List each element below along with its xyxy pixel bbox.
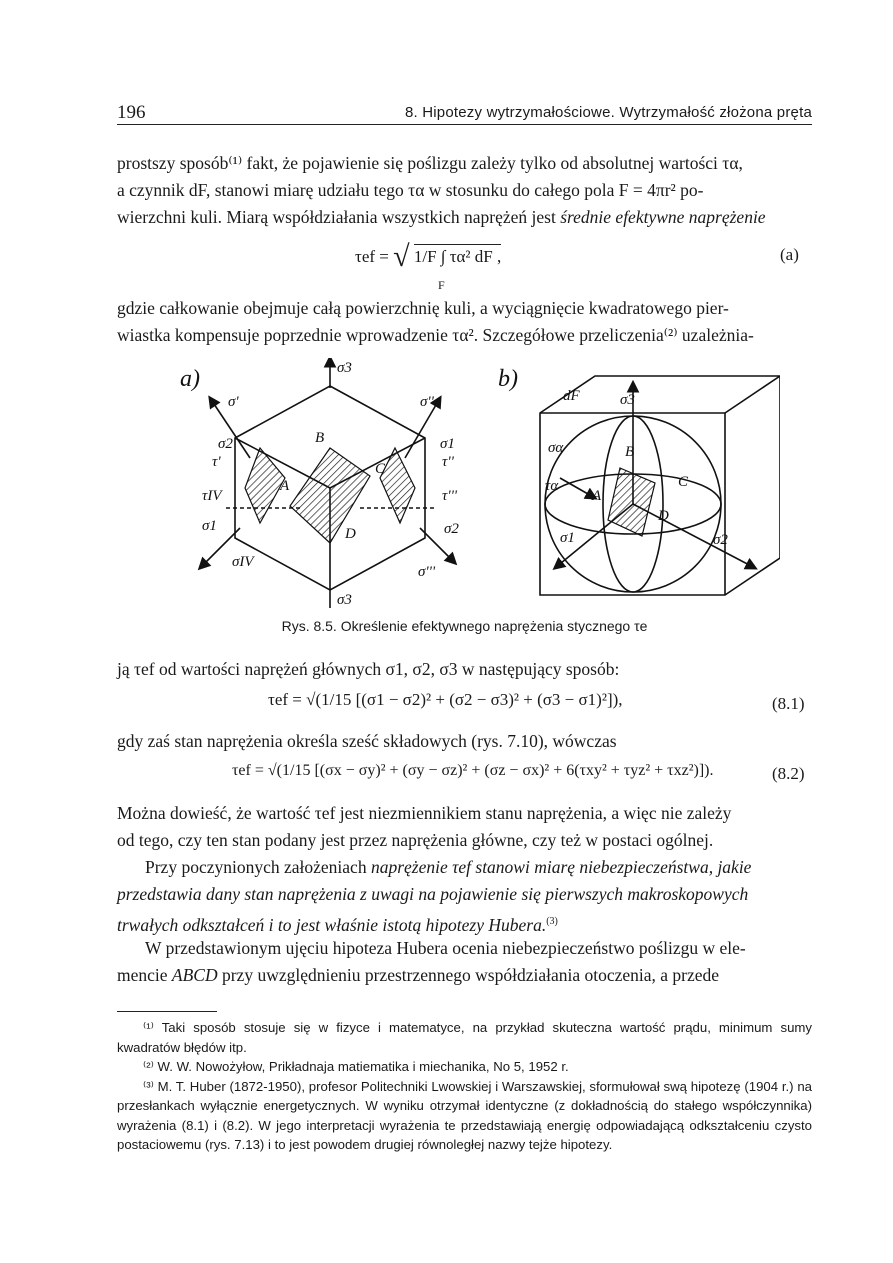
footnote-2: ⁽²⁾ W. W. Nowożyłow, Prikładnaja matiematika i miechanika, No 5, 1952 r. xyxy=(143,1059,569,1074)
footnote-3: ⁽³⁾ M. T. Huber (1872-1950), profesor Politechniki Lwowskiej i Warszawskiej, sformułował swą hipotezę (1904 r.) na przesłankach wyłącznie energetycznych. W wyniku otrzymał identyczne (z dokładnością do stałego współczynnika) wyrażenia (8.1) i (8.2). W jego interpretacji wyrażenia te przedstawiają energię odpowiadającą odkształceniu czysto postaciowemu (rys. 7.13) i to jest powodem drugiej równoległej nazwy tejże hipotezy. xyxy=(117,1078,812,1152)
text-line: prostszy sposób⁽¹⁾ fakt, że pojawienie się poślizgu zależy tylko od absolutnej wartości τα, xyxy=(117,153,743,173)
figure-label: τ' xyxy=(212,454,221,470)
text-line: wiastka kompensuje poprzednie wprowadzenie τα². Szczegółowe przeliczenia⁽²⁾ uzależnia- xyxy=(117,325,754,345)
paragraph-4 xyxy=(117,728,812,755)
text-line: wierzchni kuli. Miarą współdziałania wszystkich naprężeń jest średnie efektywne naprężenie xyxy=(117,207,766,227)
figure-label: τ'' xyxy=(442,454,454,470)
equation-lhs: τef = xyxy=(268,690,302,709)
figure-label: dF xyxy=(563,388,580,404)
figure-label: C xyxy=(375,461,386,477)
figure-label: σ2 xyxy=(444,521,459,537)
figure-label: σα xyxy=(548,440,564,456)
figure-label: A xyxy=(592,488,602,504)
paragraph-5 xyxy=(117,800,812,854)
text-line: gdy zaś stan naprężenia określa sześć składowych (rys. 7.10), wówczas xyxy=(117,731,617,751)
footnotes xyxy=(117,1018,812,1155)
figure-label: D xyxy=(658,508,669,524)
equation-body: 1/F ∫ τα² dF , xyxy=(414,244,501,266)
page-header xyxy=(117,102,812,125)
text-line: ją τef od wartości naprężeń głównych σ1, σ2, σ3 w następujący sposób: xyxy=(117,659,620,679)
text-line: W przedstawionym ujęciu hipoteza Hubera ocenia niebezpieczeństwo poślizgu w ele- xyxy=(145,938,746,958)
equation-8-1 xyxy=(268,690,623,710)
figure-label: σ1 xyxy=(440,436,455,452)
integral-limit: F xyxy=(438,278,445,292)
paragraph-3 xyxy=(117,656,812,683)
text-line: przedstawia dany stan naprężenia z uwagi na pojawienie się pierwszych makroskopowych xyxy=(117,884,749,904)
figure-label-b: b) xyxy=(498,366,518,392)
figure-label: σ'' xyxy=(420,394,434,410)
equation-body: √(1/15 [(σx − σy)² + (σy − σz)² + (σz − σx)² + 6(τxy² + τyz² + τxz²)]). xyxy=(267,762,714,779)
figure-label: σ3 xyxy=(337,592,352,608)
figure-label: σ''' xyxy=(418,564,436,580)
equation-lhs: τef = xyxy=(355,247,389,266)
figure-label: A xyxy=(280,478,290,494)
figure-8-5 xyxy=(180,358,780,608)
text-line: gdzie całkowanie obejmuje całą powierzchnię kuli, a wyciągnięcie kwadratowego pier- xyxy=(117,298,729,318)
equation-lhs: τef = xyxy=(232,762,264,779)
emphasis: średnie efektywne naprężenie xyxy=(560,207,766,227)
text-line: Przy poczynionych założeniach naprężenie τef stanowi miarę niebezpieczeństwa, jakie xyxy=(145,857,752,877)
figure-label: τα xyxy=(545,478,559,494)
figure-label: τIV xyxy=(202,488,222,504)
text-line: trwałych odkształceń i to jest właśnie istotą hipotezy Hubera.$^{(3)}$ xyxy=(117,914,558,935)
paragraph-7 xyxy=(117,935,812,989)
figure-label: σ1 xyxy=(560,530,575,546)
figure-label: σ2 xyxy=(713,532,728,548)
text-line: mencie ABCD przy uwzględnieniu przestrzennego współdziałania otoczenia, a przede xyxy=(117,965,720,985)
text-line: a czynnik dF, stanowi miarę udziału tego τα w stosunku do całego pola F = 4πr² po- xyxy=(117,180,704,200)
figure-label: B xyxy=(625,444,635,460)
figure-label: D xyxy=(345,526,356,542)
figure-label: σIV xyxy=(232,554,254,570)
equation-a xyxy=(355,240,501,274)
equation-body: √(1/15 [(σ1 − σ2)² + (σ2 − σ3)² + (σ3 − σ1)²]), xyxy=(306,690,623,709)
footnote-rule xyxy=(117,1011,217,1012)
figure-b-sphere xyxy=(540,376,780,595)
figure-label: σ3 xyxy=(620,392,635,408)
figure-label: σ' xyxy=(228,394,239,410)
footnote-1: ⁽¹⁾ Taki sposób stosuje się w fizyce i matematyce, na przykład skuteczna wartość prądu, minimum sumy kwadratów błędów itp. xyxy=(117,1020,812,1055)
paragraph-6 xyxy=(117,854,812,939)
text-line: od tego, czy ten stan podany jest przez naprężenia główne, czy też w postaci ogólnej. xyxy=(117,830,714,850)
equation-a-label: (a) xyxy=(780,245,799,264)
figure-caption: Rys. 8.5. Określenie efektywnego naprężenia stycznego τe xyxy=(281,618,648,634)
paragraph-2 xyxy=(117,295,812,349)
figure-label: σ3 xyxy=(337,360,352,376)
figure-label: C xyxy=(678,474,689,490)
equation-8-1-label: (8.1) xyxy=(772,694,805,713)
figure-label: σ2 xyxy=(218,436,233,452)
equation-8-2-label: (8.2) xyxy=(772,764,805,783)
paragraph-1 xyxy=(117,150,812,231)
equation-8-2 xyxy=(232,762,713,780)
figure-label: B xyxy=(315,430,325,446)
figure-label: τ''' xyxy=(442,488,457,504)
page-number: 196 xyxy=(117,102,146,123)
sqrt-symbol: √ xyxy=(393,240,410,273)
figure-label: σ1 xyxy=(202,518,217,534)
figure-label-a: a) xyxy=(180,366,200,392)
running-title: 8. Hipotezy wytrzymałościowe. Wytrzymałość złożona pręta xyxy=(404,104,812,121)
text-line: Można dowieść, że wartość τef jest niezmiennikiem stanu naprężenia, a więc nie zależy xyxy=(117,803,732,823)
